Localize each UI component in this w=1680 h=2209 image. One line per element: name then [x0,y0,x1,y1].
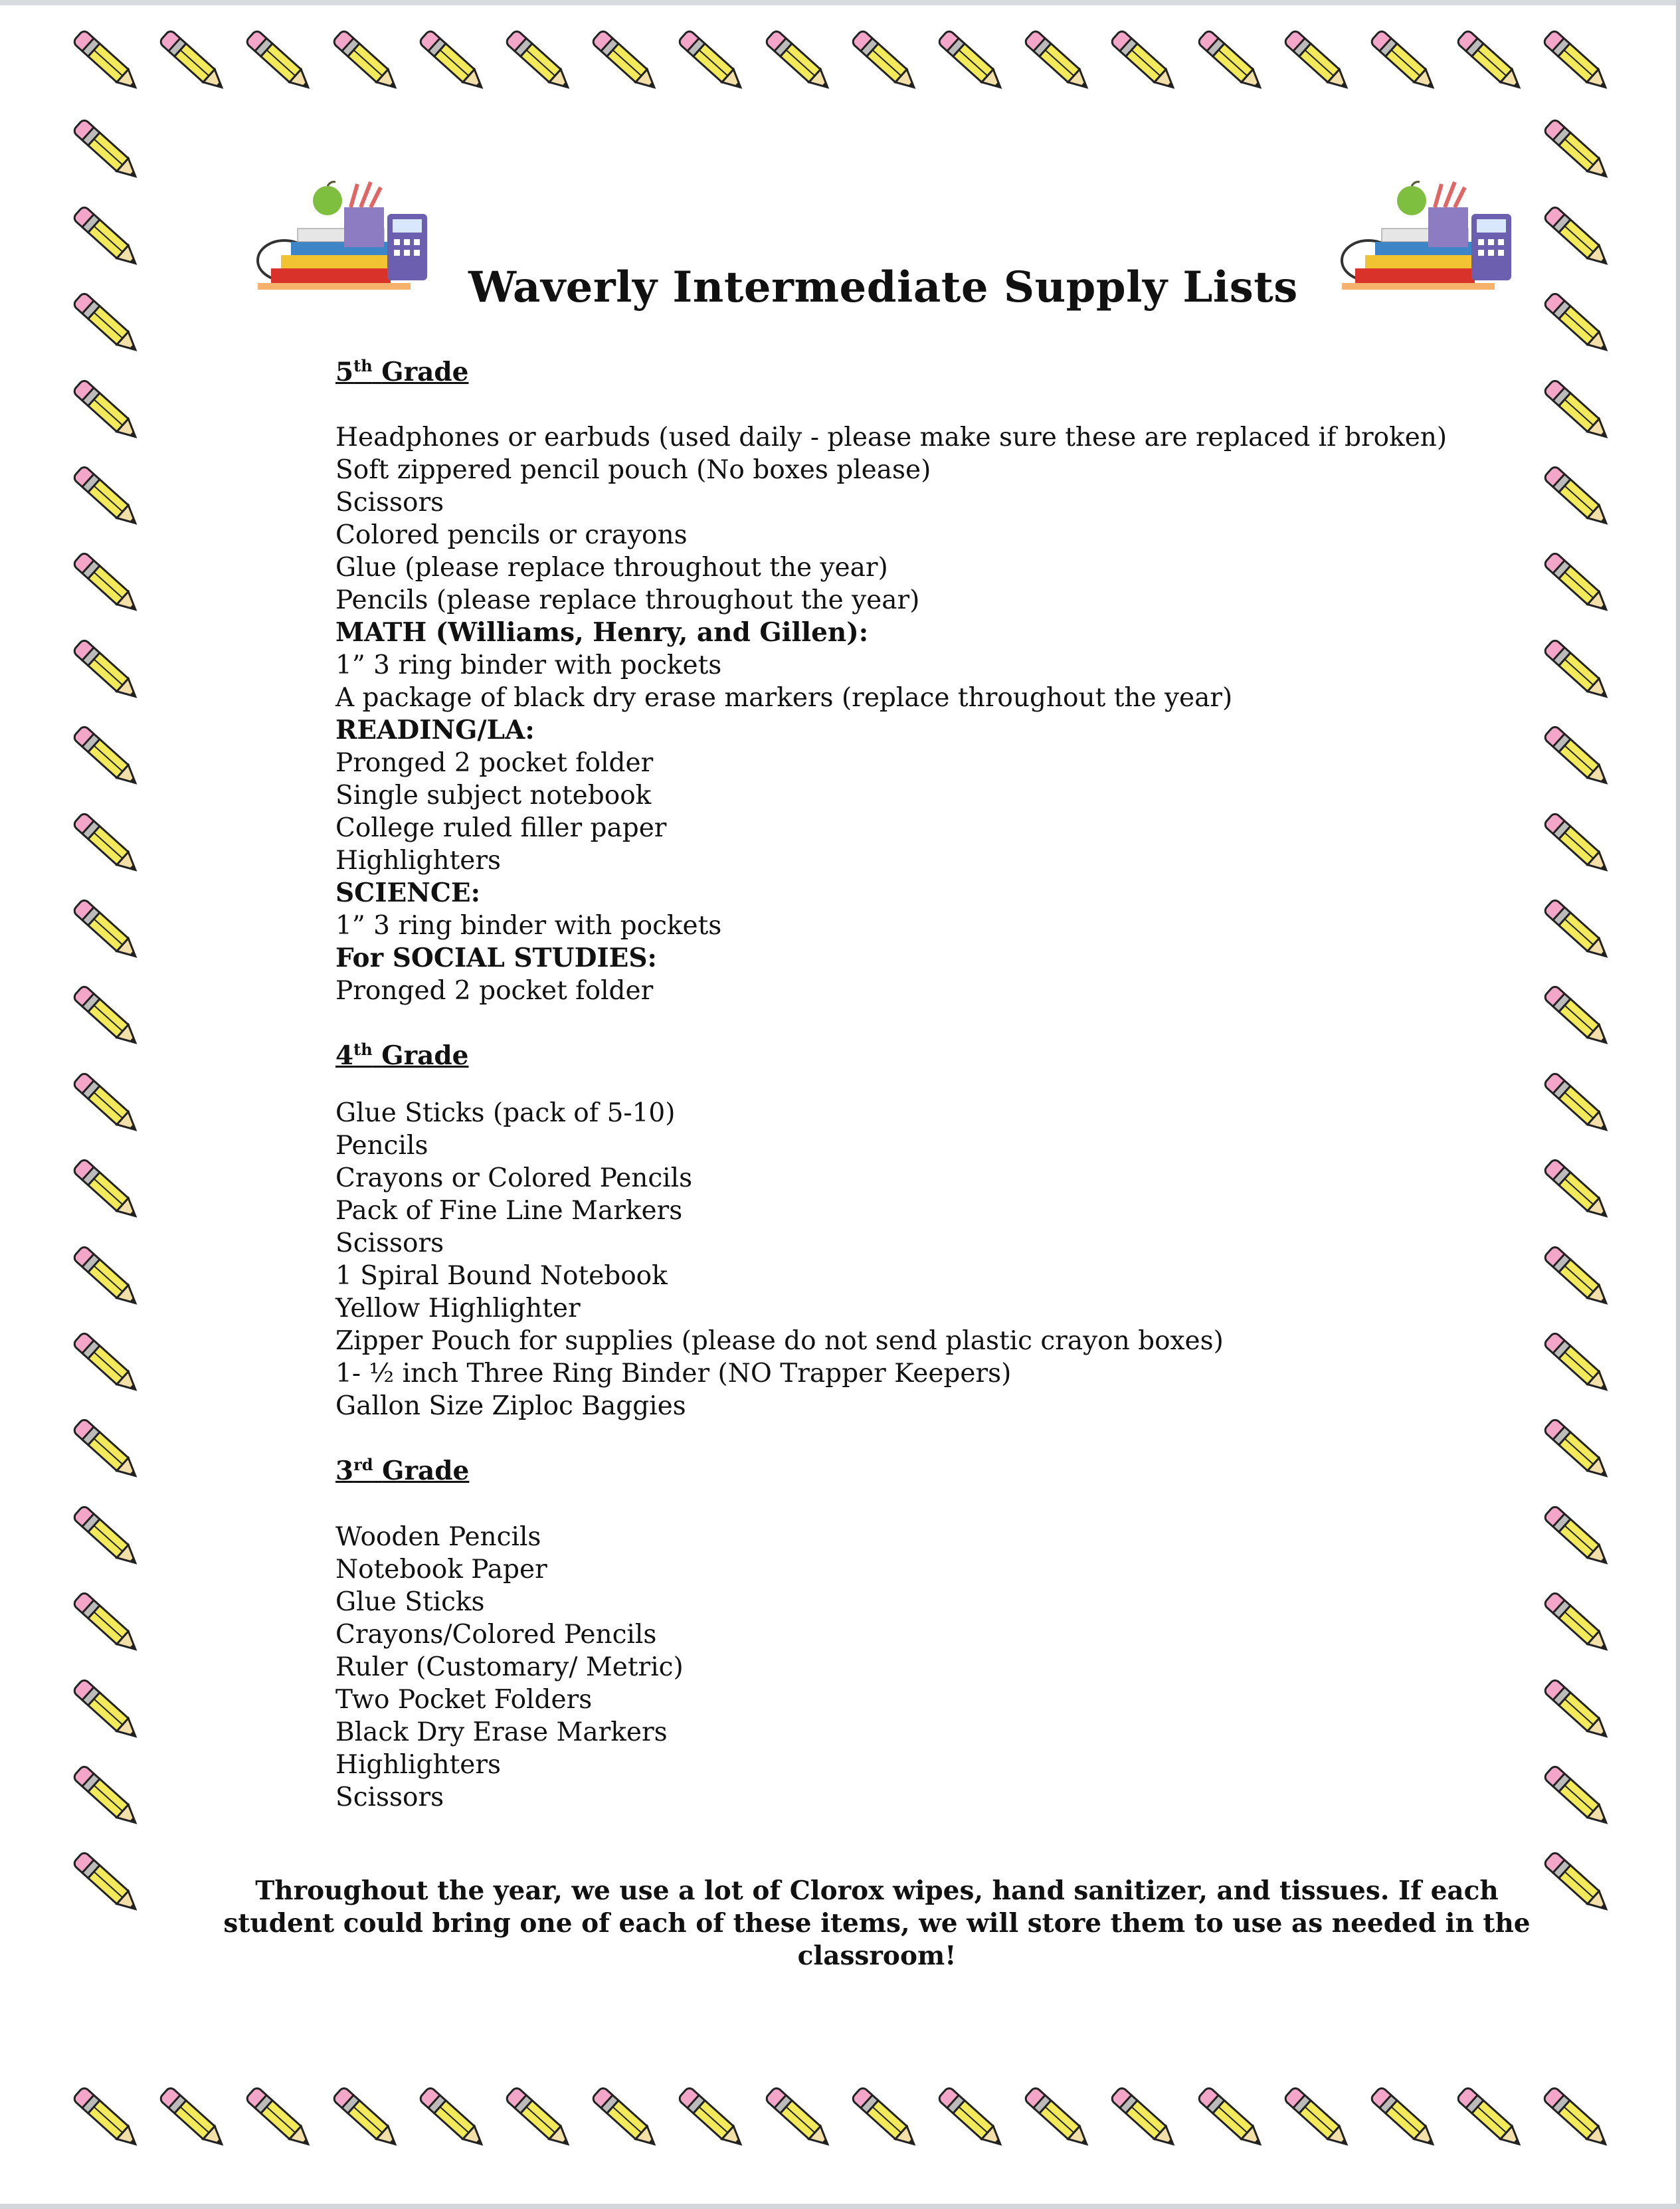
supply-item: Single subject notebook [335,781,652,811]
pencil-icon [1533,2075,1620,2161]
pencil-icon [409,18,496,104]
pencil-icon [63,1753,149,1840]
pencil-icon [63,18,149,104]
pencil-icon [63,1667,149,1753]
pencil-icon [63,1580,149,1666]
supply-item: Black Dry Erase Markers [335,1717,668,1747]
grade-4-section [335,1040,1598,1422]
pencil-icon [1447,18,1533,104]
pencil-icon [63,367,149,454]
pencil-icon [63,1147,149,1233]
pencil-icon [63,1060,149,1147]
supply-item: Two Pocket Folders [335,1685,593,1715]
pencil-icon [1188,18,1274,104]
supply-item: Pack of Fine Line Markers [335,1196,683,1226]
supply-item: Glue Sticks [335,1587,485,1617]
pencil-icon [63,887,149,973]
grade-3-heading: 3rd Grade [335,1455,470,1486]
supply-item: Headphones or earbuds (used daily - please make sure these are replaced if broken) [335,423,1447,452]
supply-item: 1” 3 ring binder with pockets [335,911,722,941]
pencil-icon [1101,2075,1187,2161]
supply-item: Pronged 2 pocket folder [335,748,654,778]
supply-item: Yellow Highlighter [335,1294,581,1323]
subject-heading: MATH (Williams, Henry, and Gillen): [335,617,869,648]
supply-item: 1 Spiral Bound Notebook [335,1261,668,1291]
supply-item: Wooden Pencils [335,1522,541,1552]
page-title: Waverly Intermediate Supply Lists [468,262,1298,312]
pencil-icon [1188,2075,1274,2161]
pencil-icon [63,1234,149,1320]
pencil-icon [63,454,149,540]
supply-item: Ruler (Customary/ Metric) [335,1652,684,1682]
supply-item: Soft zippered pencil pouch (No boxes please) [335,455,931,485]
pencil-icon [63,540,149,626]
supply-item: Glue Sticks (pack of 5-10) [335,1098,676,1128]
supply-item: Colored pencils or crayons [335,520,688,550]
pencil-icon [668,18,755,104]
pencil-icon [842,2075,928,2161]
pencil-icon [63,973,149,1060]
supply-item: A package of black dry erase markers (replace throughout the year) [335,683,1233,713]
grade-5-heading: 5th Grade [335,356,469,387]
pencil-icon [1534,107,1620,193]
pencil-icon [63,1840,149,1926]
grade-4-supply-list [335,1097,1598,1422]
pencil-icon [63,1320,149,1406]
pencil-icon [63,801,149,887]
supply-item: Scissors [335,1228,444,1258]
pencil-icon [928,18,1014,104]
supply-item: Gallon Size Ziploc Baggies [335,1391,686,1421]
pencil-icon [1360,18,1447,104]
pencil-icon [1533,18,1620,104]
pencil-icon [236,2075,322,2161]
pencil-icon [1014,18,1101,104]
pencil-icon [668,2075,755,2161]
supply-item: 1” 3 ring binder with pockets [335,650,722,680]
grade-5-supply-list [335,421,1598,1007]
supply-item: Highlighters [335,1750,502,1780]
pencil-icon [582,18,668,104]
supply-item: 1- ½ inch Three Ring Binder (NO Trapper Keepers) [335,1359,1012,1389]
pencil-icon [496,18,582,104]
supply-item: Crayons or Colored Pencils [335,1163,693,1193]
grade-3-supply-list [335,1521,1598,1814]
pencil-icon [63,714,149,800]
pencil-icon [1447,2075,1533,2161]
supply-item: Pronged 2 pocket folder [335,976,654,1006]
pencil-icon [63,627,149,714]
pencil-icon [928,2075,1014,2161]
footer-note: Throughout the year, we use a lot of Clorox wipes, hand sanitizer, and tissues. If each student could bring one of each of these items, we will store them to use as needed in the classroom! [223,1875,1531,1971]
subject-heading: READING/LA: [335,715,535,745]
pencil-icon [63,107,149,193]
pencil-icon [63,1493,149,1580]
pencil-icon [149,18,236,104]
subject-heading: SCIENCE: [335,878,480,908]
grade-3-section [335,1455,1598,1814]
pencil-icon [1360,2075,1447,2161]
pencil-icon [63,1406,149,1493]
supply-item: Scissors [335,1782,444,1812]
pencil-icon [582,2075,668,2161]
pencil-icon [63,2075,149,2161]
supply-item: Scissors [335,488,444,518]
pencil-icon [842,18,928,104]
supply-item: College ruled filler paper [335,813,667,843]
grade-5-section [335,356,1598,1007]
pencil-icon [323,18,409,104]
pencil-icon [755,2075,842,2161]
pencil-icon [149,2075,236,2161]
supply-item: Highlighters [335,846,502,876]
pencil-icon [323,2075,409,2161]
subject-heading: For SOCIAL STUDIES: [335,943,657,973]
supply-item: Pencils [335,1131,428,1161]
grade-4-heading: 4th Grade [335,1040,469,1071]
pencil-icon [1014,2075,1101,2161]
pencil-icon [755,18,842,104]
supply-item: Zipper Pouch for supplies (please do not send plastic crayon boxes) [335,1326,1224,1356]
pencil-icon [1274,2075,1360,2161]
supply-item: Crayons/Colored Pencils [335,1620,657,1650]
supply-item: Notebook Paper [335,1555,547,1585]
pencil-icon [236,18,322,104]
supply-item: Pencils (please replace throughout the year) [335,585,920,615]
pencil-icon [409,2075,496,2161]
pencil-icon [496,2075,582,2161]
pencil-icon [1101,18,1187,104]
supply-item: Glue (please replace throughout the year) [335,553,888,583]
pencil-icon [1274,18,1360,104]
